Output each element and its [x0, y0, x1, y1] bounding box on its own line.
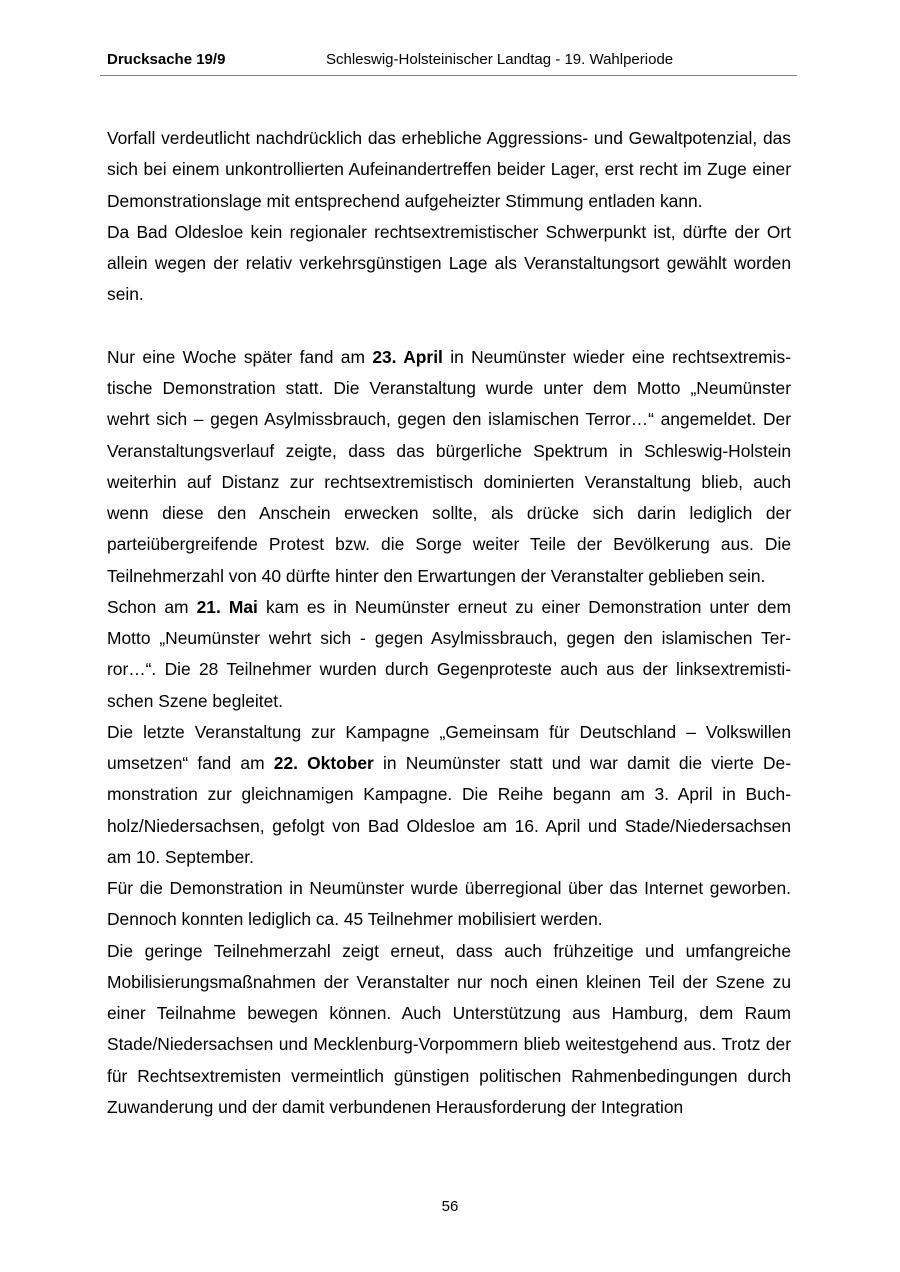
date-highlight: 23. April — [372, 346, 443, 367]
paragraph: Schon am 21. Mai kam es in Neumünster erneut zu einer Demonstration unter dem Motto „Neumünster wehrt sich - gegen Asylmissbrauch, gegen den islamischen Terror…“. Die 28 Teilnehmer wurden durch Gegenproteste auch aus der linksextremistischen Szene begleitet. — [107, 596, 792, 711]
date-highlight: 21. Mai — [196, 596, 258, 617]
paragraph: Nur eine Woche später fand am 23. April in Neumünster wieder eine rechtsextremistische Demonstration statt. Die Veranstaltung wurde unter dem Motto „Neumünster wehrt sich – gegen Asylmissbrauch, gegen den islamischen Terror…“ angemeldet. Der Veranstaltungsverlauf zeigte, dass das bürgerliche Spektrum in Schleswig-Holstein weiterhin auf Distanz zur rechtsextremistisch dominierten Veranstaltung blieb, auch wenn diese den Anschein erwecken sollte, als drücke sich darin lediglich der parteiübergreifende Protest bzw. die Sorge weiter Teile der Bevölkerung aus. Die Teilnehmerzahl von 40 dürfte hinter den Erwartungen der Veranstalter geblieben sein. — [107, 346, 792, 586]
body-text — [107, 123, 791, 1123]
document-number: Drucksache 19/9 — [107, 51, 226, 68]
paragraph: Für die Demonstration in Neumünster wurde überregional über das Internet geworben. Dennoch konnten lediglich ca. 45 Teilnehmer mobilisiert werden. — [107, 878, 791, 930]
paragraph: Die letzte Veranstaltung zur Kampagne „Gemeinsam für Deutschland – Volkswillen umsetzen“ fand am 22. Oktober in Neumünster statt und war damit die vierte Demonstration zur gleichnamigen Kampagne. Die Reihe begann am 3. April in Buchholz/Niedersachsen, gefolgt von Bad Oldesloe am 16. April und Stade/Niedersachsen am 10. September. — [107, 721, 791, 867]
paragraph: Da Bad Oldesloe kein regionaler rechtsextremistischer Schwerpunkt ist, dürfte der Ort allein wegen der relativ verkehrsgünstigen Lage als Veranstaltungsort gewählt worden sein. — [107, 221, 791, 305]
date-highlight: 22. Oktober — [273, 753, 374, 773]
page-number: 56 — [441, 1198, 459, 1215]
paragraph: Die geringe Teilnehmerzahl zeigt erneut, dass auch frühzeitige und umfangreiche Mobilisierungsmaßnahmen der Veranstalter nur noch einen kleinen Teil der Szene zu einer Teilnahme bewegen können. Auch Unterstützung aus Hamburg, dem Raum Stade/Niedersachsen und Mecklenburg-Vorpommern blieb weitestgehend aus. Trotz der für Rechtsextremisten vermeintlich günstigen politischen Rahmenbedingungen durch Zuwanderung und der damit verbundenen Herausforderung der Integration — [107, 940, 791, 1117]
page-header — [100, 51, 797, 76]
paragraph: Vorfall verdeutlicht nachdrücklich das erhebliche Aggressions- und Gewaltpotenzial, das sich bei einem unkontrollierten Aufeinandertreffen beider Lager, erst recht im Zuge einer Demonstrationslage mit entsprechend aufgeheizter Stimmung entladen kann. — [107, 128, 791, 211]
header-title: Schleswig-Holsteinischer Landtag - 19. Wahlperiode — [326, 51, 674, 68]
